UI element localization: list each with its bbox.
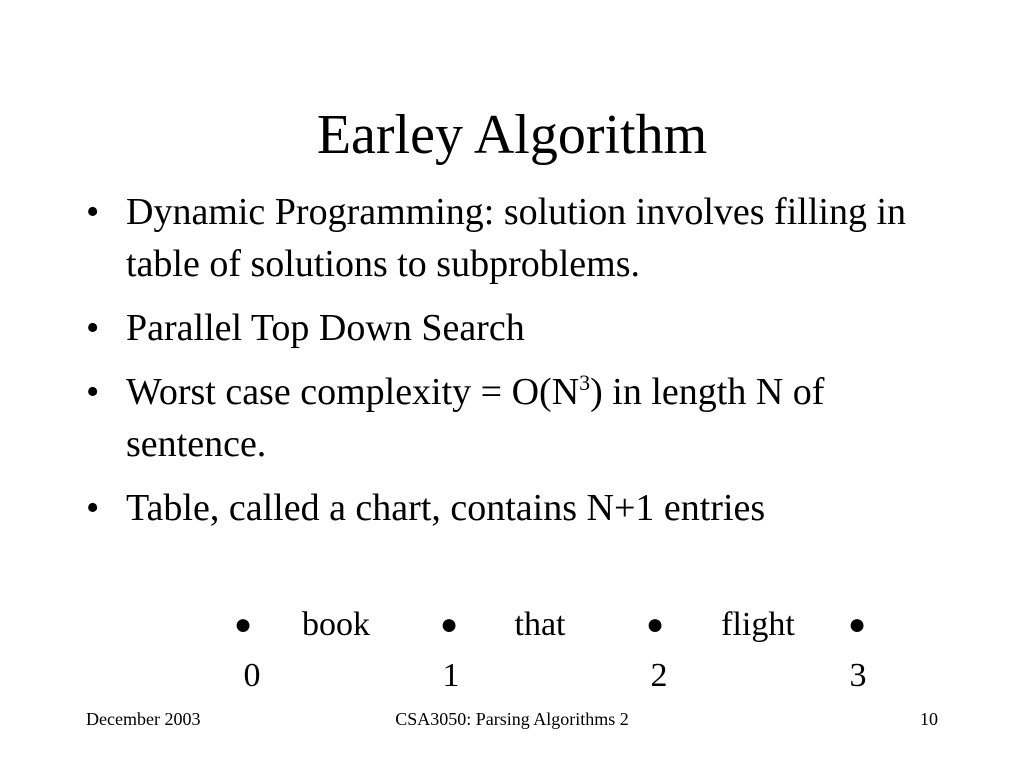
footer-course: CSA3050: Parsing Algorithms 2 [395,709,629,729]
bullet-item [86,366,946,470]
footer-date: December 2003 [86,709,201,729]
exponent: 3 [579,370,591,395]
chart-word: flight [721,606,795,643]
chart-word: book [302,606,370,643]
bullet-text: Dynamic Programming: solution involves filling in table of solutions to subproblems. [126,191,907,285]
chart-position-dot: ● [233,608,253,641]
chart-index-row [0,656,1024,696]
bullet-icon: • [86,191,100,233]
bullet-icon: • [86,307,100,349]
bullet-item [86,482,946,534]
chart-index: 3 [849,657,867,694]
chart-position-dot: ● [645,608,665,641]
bullet-item [86,186,946,290]
chart-position-dot: ● [439,608,459,641]
bullet-list [86,186,946,546]
bullet-text-post: ) in length N of sentence. [126,371,825,465]
bullet-icon: • [86,371,100,413]
chart-position-dot: ● [847,608,867,641]
chart-word: that [514,606,566,643]
bullet-text-pre: Worst case complexity = O(N [126,371,580,413]
chart-index: 1 [442,657,460,694]
bullet-icon: • [86,487,100,529]
chart-index: 2 [650,657,668,694]
bullet-text: Table, called a chart, contains N+1 entries [126,487,766,529]
footer-page-number: 10 [920,709,938,729]
bullet-item [86,302,946,354]
chart-word-row [0,605,1024,645]
bullet-text: Parallel Top Down Search [126,307,525,349]
chart-index: 0 [243,657,261,694]
slide-title: Earley Algorithm [316,104,708,166]
